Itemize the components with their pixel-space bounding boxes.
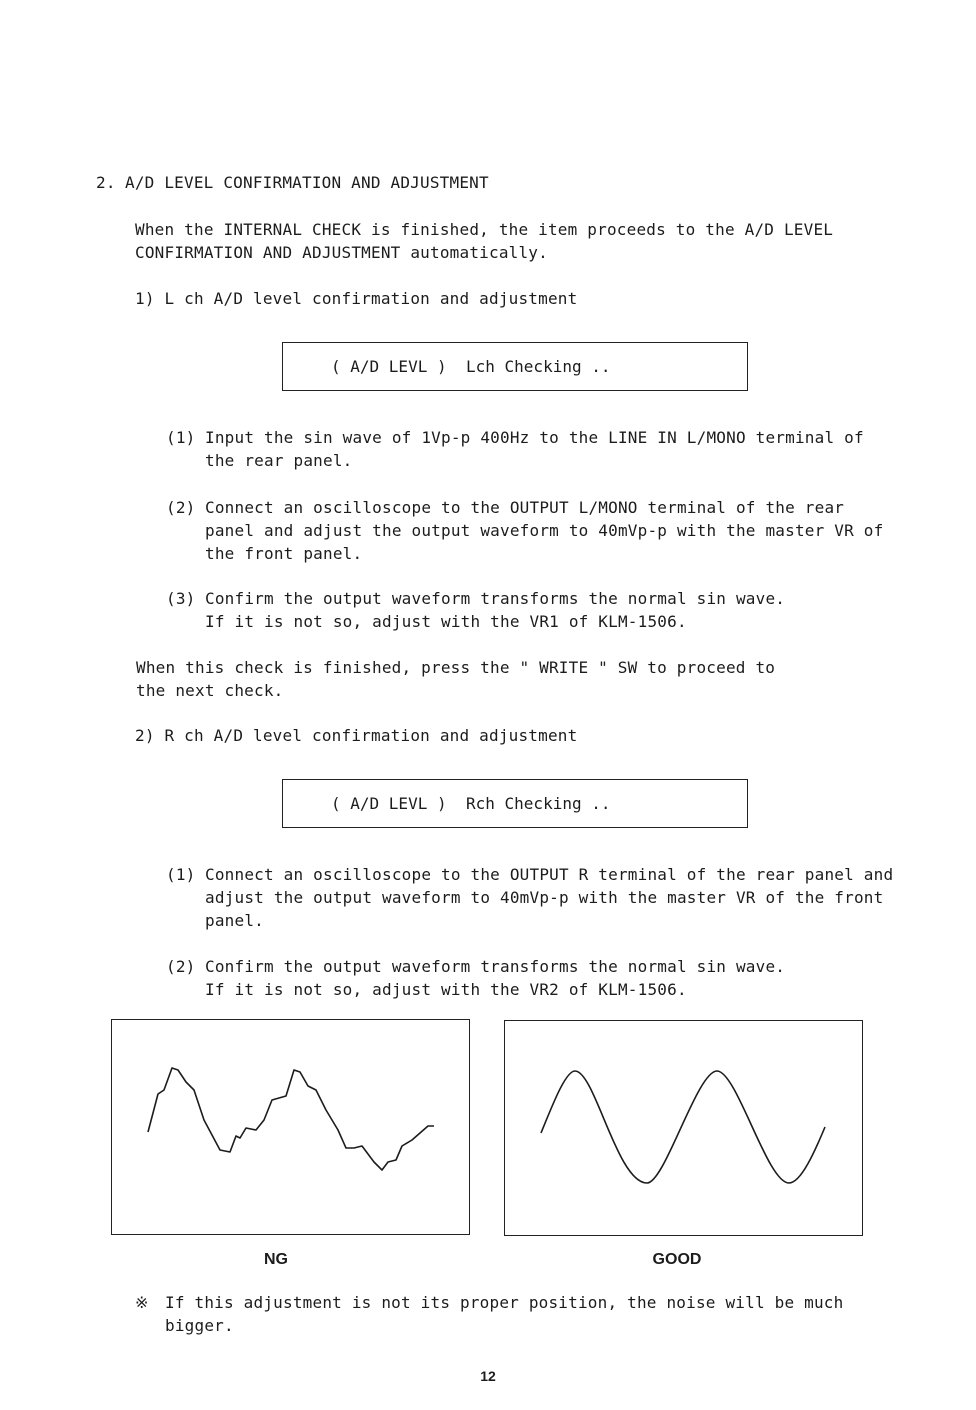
section-title: A/D LEVEL CONFIRMATION AND ADJUSTMENT: [125, 173, 489, 192]
lch-step-1-line-2: the rear panel.: [205, 451, 353, 470]
lch-step-1-line-1: Input the sin wave of 1Vp-p 400Hz to the LINE IN L/MONO terminal of: [205, 428, 864, 447]
note-mark: ※: [135, 1293, 149, 1312]
ng-distorted-waveform: [112, 1020, 468, 1233]
good-waveform-figure: [504, 1020, 863, 1236]
section-number: 2.: [96, 173, 116, 192]
lch-lcd-status: Lch Checking ..: [466, 357, 611, 376]
rch-step-1-line-1: Connect an oscilloscope to the OUTPUT R terminal of the rear panel and: [205, 865, 894, 884]
lch-after-line-1: When this check is finished, press the " WRITE " SW to proceed to: [136, 658, 776, 677]
note-line-1: If this adjustment is not its proper position, the noise will be much: [165, 1293, 844, 1312]
lch-step-2-line-1: Connect an oscilloscope to the OUTPUT L/MONO terminal of the rear: [205, 498, 845, 517]
lch-step-2-line-2: panel and adjust the output waveform to 40mVp-p with the master VR of: [205, 521, 884, 540]
rch-step-1-line-3: panel.: [205, 911, 264, 930]
good-label: GOOD: [652, 1251, 702, 1268]
lch-step-1-number: (1): [166, 428, 196, 447]
lch-step-3-line-1: Confirm the output waveform transforms the normal sin wave.: [205, 589, 786, 608]
lch-step-2-line-3: the front panel.: [205, 544, 363, 563]
note-line-2: bigger.: [165, 1316, 234, 1335]
ng-waveform-figure: [111, 1019, 470, 1235]
lch-lcd-display: [282, 342, 748, 391]
rch-heading: 2) R ch A/D level confirmation and adjustment: [135, 726, 578, 745]
rch-step-1-number: (1): [166, 865, 196, 884]
lch-step-3-line-2: If it is not so, adjust with the VR1 of KLM-1506.: [205, 612, 687, 631]
page-number: 12: [480, 1368, 496, 1384]
lch-lcd-mode: ( A/D LEVL ): [331, 357, 447, 376]
rch-lcd-status: Rch Checking ..: [466, 794, 611, 813]
rch-step-2-line-2: If it is not so, adjust with the VR2 of KLM-1506.: [205, 980, 687, 999]
rch-step-1-line-2: adjust the output waveform to 40mVp-p with the master VR of the front: [205, 888, 884, 907]
lch-step-2-number: (2): [166, 498, 196, 517]
rch-step-2-line-1: Confirm the output waveform transforms the normal sin wave.: [205, 957, 786, 976]
rch-lcd-display: [282, 779, 748, 828]
ng-label: NG: [264, 1251, 288, 1268]
intro-line-1: When the INTERNAL CHECK is finished, the item proceeds to the A/D LEVEL: [135, 220, 834, 239]
good-sine-waveform: [505, 1021, 861, 1234]
rch-lcd-mode: ( A/D LEVL ): [331, 794, 447, 813]
rch-step-2-number: (2): [166, 957, 196, 976]
lch-after-line-2: the next check.: [136, 681, 284, 700]
lch-step-3-number: (3): [166, 589, 196, 608]
lch-heading: 1) L ch A/D level confirmation and adjustment: [135, 289, 578, 308]
intro-line-2: CONFIRMATION AND ADJUSTMENT automatically.: [135, 243, 548, 262]
